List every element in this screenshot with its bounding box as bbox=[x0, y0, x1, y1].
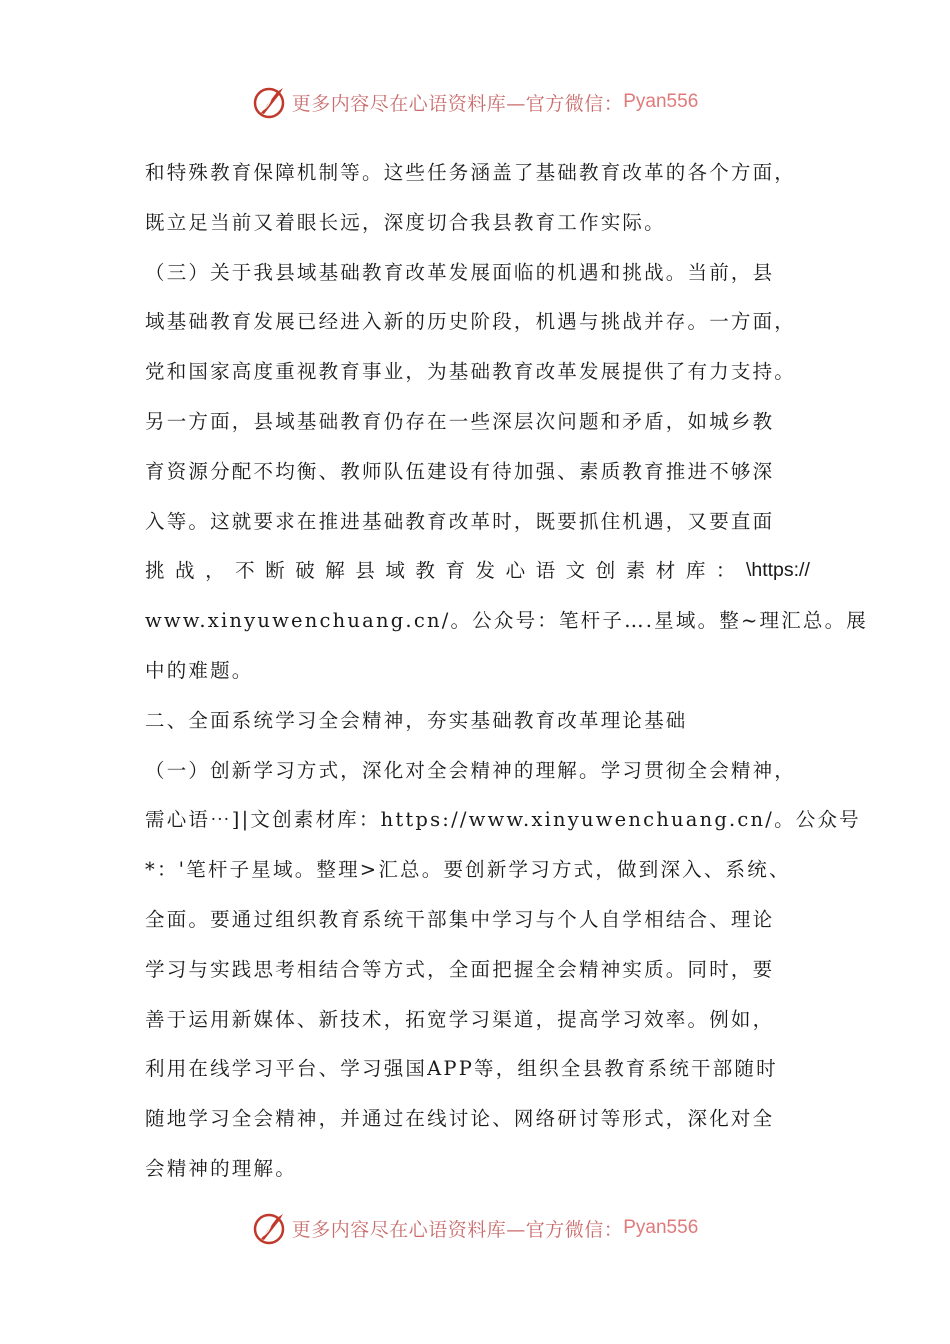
paragraph-line: www.xinyuwenchuang.cn/。公众号：笔杆子….星域。整~理汇总。展 bbox=[145, 609, 869, 633]
paragraph-line: 和特殊教育保障机制等。这些任务涵盖了基础教育改革的各个方面， bbox=[145, 161, 797, 184]
word: 心 bbox=[505, 559, 526, 583]
quill-logo-icon bbox=[252, 84, 288, 120]
word: 域 bbox=[385, 559, 405, 583]
word: 战 bbox=[175, 559, 195, 583]
paragraph-line: 利用在线学习平台、学习强国APP等，组织全县教育系统干部随时 bbox=[145, 1057, 778, 1081]
word: ， bbox=[205, 559, 225, 583]
paragraph-line: 善于运用新媒体、新技术，拓宽学习渠道，提高学习效率。例如， bbox=[145, 1007, 775, 1031]
paragraph-line: 入等。这就要求在推进基础教育改革时，既要抓住机遇，又要直面 bbox=[145, 509, 775, 533]
paragraph-line: 随地学习全会精神，并通过在线讨论、网络研讨等形式，深化对全 bbox=[145, 1107, 775, 1131]
paragraph-line: 需心语⋯]|文创素材库：https://www.xinyuwenchuang.cn/。公众号 bbox=[145, 808, 861, 832]
header-banner bbox=[0, 82, 950, 122]
word: 解 bbox=[325, 559, 345, 583]
word: 破 bbox=[295, 559, 315, 583]
word: 不 bbox=[235, 559, 255, 583]
paragraph-line: 全面。要通过组织教育系统干部集中学习与个人自学相结合、理论 bbox=[145, 907, 775, 931]
word: ： bbox=[715, 559, 736, 583]
word: 教 bbox=[415, 559, 435, 583]
footer-banner bbox=[0, 1208, 950, 1248]
word: 语 bbox=[535, 559, 556, 583]
footer-brand-text: 更多内容尽在心语资料库—官方微信： bbox=[291, 1218, 624, 1241]
paragraph-line: 域基础教育发展已经进入新的历史阶段，机遇与挑战并存。一方面， bbox=[145, 310, 797, 334]
word: 库 bbox=[685, 559, 706, 583]
paragraph-line: 既立足当前又着眼长远，深度切合我县教育工作实际。 bbox=[145, 210, 666, 234]
paragraph-line: 学习与实践思考相结合等方式，全面把握全会精神实质。同时，要 bbox=[145, 957, 775, 981]
document-body bbox=[145, 148, 869, 1194]
word: 断 bbox=[265, 559, 285, 583]
word: 县 bbox=[355, 559, 375, 583]
paragraph-line: （三）关于我县域基础教育改革发展面临的机遇和挑战。当前，县 bbox=[145, 260, 775, 284]
paragraph-line: 育资源分配不均衡、教师队伍建设有待加强、素质教育推进不够深 bbox=[145, 459, 775, 483]
word: 育 bbox=[445, 559, 465, 583]
paragraph-line: 中的难题。 bbox=[145, 658, 254, 682]
paragraph-line: 党和国家高度重视教育事业，为基础教育改革发展提供了有力支持。 bbox=[145, 360, 797, 384]
word: 发 bbox=[475, 559, 496, 583]
word: 挑 bbox=[145, 559, 165, 583]
paragraph-line: 另一方面，县域基础教育仍存在一些深层次问题和矛盾，如城乡教 bbox=[145, 409, 775, 433]
justified-paragraph-line bbox=[145, 546, 810, 596]
word: 材 bbox=[655, 559, 676, 583]
header-contact-id: Pyan556 bbox=[623, 91, 699, 112]
paragraph-line: 会精神的理解。 bbox=[145, 1156, 297, 1180]
paragraph-line: *：'笔杆子星域。整理>汇总。要创新学习方式，做到深入、系统、 bbox=[145, 858, 791, 882]
word: 素 bbox=[625, 559, 646, 583]
subsection-heading: （一）创新学习方式，深化对全会精神的理解。学习贯彻全会精神， bbox=[145, 758, 797, 782]
word: 创 bbox=[595, 559, 616, 583]
footer-contact-id: Pyan556 bbox=[623, 1217, 699, 1238]
word: 文 bbox=[565, 559, 586, 583]
word: \https:// bbox=[745, 559, 810, 582]
header-brand-text: 更多内容尽在心语资料库—官方微信： bbox=[291, 92, 624, 115]
quill-logo-icon bbox=[252, 1210, 288, 1246]
section-heading: 二、全面系统学习全会精神，夯实基础教育改革理论基础 bbox=[145, 708, 688, 732]
